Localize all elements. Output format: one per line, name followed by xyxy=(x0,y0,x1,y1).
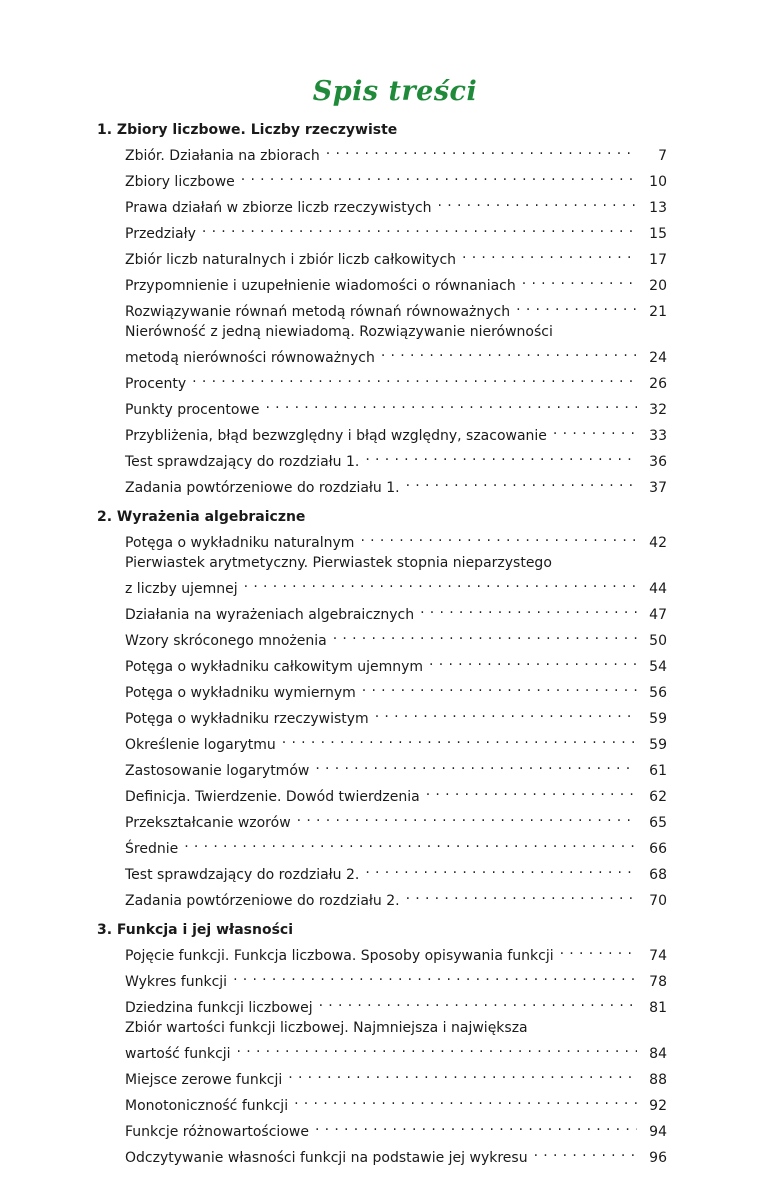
chapter-entries xyxy=(125,527,667,911)
chapter-2 xyxy=(97,507,667,911)
dot-leader xyxy=(319,992,637,1012)
toc-page-number: 68 xyxy=(649,867,667,883)
toc-entry-title: z liczby ujemnej xyxy=(125,581,238,597)
toc-page-number: 47 xyxy=(649,607,667,623)
toc-entry-title: Wzory skróconego mnożenia xyxy=(125,633,327,649)
toc-entry-title: Pojęcie funkcji. Funkcja liczbowa. Sposoby opisywania funkcji xyxy=(125,948,554,964)
toc-page-number: 62 xyxy=(649,789,667,805)
toc-entry[interactable] xyxy=(125,573,667,599)
toc-page-number: 54 xyxy=(649,659,667,675)
dot-leader xyxy=(315,755,637,775)
dot-leader xyxy=(202,218,637,238)
dot-leader xyxy=(406,472,637,492)
toc-entry[interactable] xyxy=(125,677,667,703)
toc-entry[interactable] xyxy=(125,1116,667,1142)
toc-entry[interactable] xyxy=(125,625,667,651)
toc-entry-title: Zbiór liczb naturalnych i zbiór liczb całkowitych xyxy=(125,252,457,268)
toc-entry-title: Przekształcanie wzorów xyxy=(125,815,291,831)
dot-leader xyxy=(362,677,637,697)
dot-leader xyxy=(192,368,637,388)
dot-leader xyxy=(265,394,637,414)
chapter-3 xyxy=(97,920,667,1168)
toc-page-number: 36 xyxy=(649,454,667,470)
toc-entry[interactable] xyxy=(125,446,667,472)
toc-page-number: 44 xyxy=(649,581,667,597)
toc-page-number: 66 xyxy=(649,841,667,857)
toc-entry-title: Przypomnienie i uzupełnienie wiadomości o równaniach xyxy=(125,278,516,294)
dot-leader xyxy=(294,1090,637,1110)
toc-entry-title: Zadania powtórzeniowe do rozdziału 2. xyxy=(125,893,400,909)
chapter-1 xyxy=(97,120,667,498)
toc-entry-title: Dziedzina funkcji liczbowej xyxy=(125,1000,313,1016)
toc-page-number: 59 xyxy=(649,737,667,753)
page-title: Spis treści xyxy=(312,76,478,107)
toc-page-number: 17 xyxy=(649,252,667,268)
toc-entry[interactable] xyxy=(125,342,667,368)
dot-leader xyxy=(288,1064,637,1084)
toc-page-number: 37 xyxy=(649,480,667,496)
toc-entry-title: Przybliżenia, błąd bezwzględny i błąd względny, szacowanie xyxy=(125,428,547,444)
toc-entry-title: Prawa działań w zbiorze liczb rzeczywistych xyxy=(125,200,432,216)
toc-page-number: 24 xyxy=(649,350,667,366)
toc-entry[interactable] xyxy=(125,140,667,166)
toc-entry-title: Definicja. Twierdzenie. Dowód twierdzenia xyxy=(125,789,420,805)
dot-leader xyxy=(315,1116,637,1136)
toc-entry-title: Potęga o wykładniku naturalnym xyxy=(125,535,355,551)
toc-entry[interactable] xyxy=(125,368,667,394)
toc-entry-title: Test sprawdzający do rozdziału 1. xyxy=(125,454,360,470)
toc-page-number: 21 xyxy=(649,304,667,320)
toc-entry-title: Miejsce zerowe funkcji xyxy=(125,1072,283,1088)
toc-entry-title-line[interactable]: Zbiór wartości funkcji liczbowej. Najmniejsza i największa xyxy=(125,1020,528,1036)
dot-leader xyxy=(522,270,637,290)
toc-page-number: 13 xyxy=(649,200,667,216)
toc-page-number: 74 xyxy=(649,948,667,964)
toc-entry-title: Zbiór. Działania na zbiorach xyxy=(125,148,320,164)
dot-leader xyxy=(438,192,637,212)
dot-leader xyxy=(365,859,637,879)
toc-entry-title: Średnie xyxy=(125,841,179,857)
toc-page-number: 42 xyxy=(649,535,667,551)
toc-page-number: 59 xyxy=(649,711,667,727)
toc-entry[interactable] xyxy=(125,833,667,859)
chapter-entries xyxy=(125,940,667,1168)
toc-entry[interactable] xyxy=(125,599,667,625)
toc-entry-title-line[interactable]: Pierwiastek arytmetyczny. Pierwiastek stopnia nieparzystego xyxy=(125,555,552,571)
toc-entry-title: Rozwiązywanie równań metodą równań równoważnych xyxy=(125,304,511,320)
dot-leader xyxy=(333,625,637,645)
toc-entry[interactable] xyxy=(125,940,667,966)
dot-leader xyxy=(184,833,637,853)
table-of-contents xyxy=(97,120,667,1177)
dot-leader xyxy=(406,885,637,905)
toc-page-number: 61 xyxy=(649,763,667,779)
dot-leader xyxy=(297,807,637,827)
toc-entry-title-line[interactable]: Nierówność z jedną niewiadomą. Rozwiązywanie nierówności xyxy=(125,324,553,340)
toc-entry[interactable] xyxy=(125,781,667,807)
toc-entry-title: Określenie logarytmu xyxy=(125,737,276,753)
toc-entry[interactable] xyxy=(125,218,667,244)
toc-entry[interactable] xyxy=(125,527,667,553)
toc-entry[interactable] xyxy=(125,1064,667,1090)
toc-page-number: 78 xyxy=(649,974,667,990)
toc-entry-title: Działania na wyrażeniach algebraicznych xyxy=(125,607,415,623)
toc-entry-title: Punkty procentowe xyxy=(125,402,260,418)
toc-page-number: 65 xyxy=(649,815,667,831)
dot-leader xyxy=(381,342,637,362)
toc-page-number: 20 xyxy=(649,278,667,294)
toc-page-number: 32 xyxy=(649,402,667,418)
toc-page-number: 7 xyxy=(658,148,667,164)
toc-entry-title: Zastosowanie logarytmów xyxy=(125,763,310,779)
toc-entry[interactable] xyxy=(125,394,667,420)
toc-entry[interactable] xyxy=(125,651,667,677)
toc-entry[interactable] xyxy=(125,472,667,498)
toc-entry-title: Odczytywanie własności funkcji na podstawie jej wykresu xyxy=(125,1150,528,1166)
toc-entry-title: Zadania powtórzeniowe do rozdziału 1. xyxy=(125,480,400,496)
toc-page-number: 26 xyxy=(649,376,667,392)
toc-entry[interactable] xyxy=(125,296,667,322)
toc-entry[interactable] xyxy=(125,992,667,1018)
dot-leader xyxy=(244,573,637,593)
toc-page-number: 56 xyxy=(649,685,667,701)
toc-page-number: 88 xyxy=(649,1072,667,1088)
toc-entry-title: Monotoniczność funkcji xyxy=(125,1098,289,1114)
toc-entry[interactable] xyxy=(125,755,667,781)
dot-leader xyxy=(326,140,637,160)
toc-page-number: 94 xyxy=(649,1124,667,1140)
toc-entry-title: Procenty xyxy=(125,376,187,392)
dot-leader xyxy=(375,703,637,723)
dot-leader xyxy=(426,781,637,801)
chapter-title[interactable]: 3. Funkcja i jej własności xyxy=(97,922,294,938)
toc-entry-title: Potęga o wykładniku całkowitym ujemnym xyxy=(125,659,424,675)
toc-entry[interactable] xyxy=(125,1038,667,1064)
dot-leader xyxy=(429,651,637,671)
dot-leader xyxy=(420,599,637,619)
toc-entry-title: Zbiory liczbowe xyxy=(125,174,235,190)
dot-leader xyxy=(534,1142,637,1162)
dot-leader xyxy=(516,296,637,316)
toc-entry[interactable] xyxy=(125,420,667,446)
toc-page-number: 70 xyxy=(649,893,667,909)
dot-leader xyxy=(462,244,637,264)
toc-entry[interactable] xyxy=(125,807,667,833)
toc-entry[interactable] xyxy=(125,244,667,270)
toc-entry[interactable] xyxy=(125,966,667,992)
toc-entry[interactable] xyxy=(125,703,667,729)
dot-leader xyxy=(282,729,637,749)
dot-leader xyxy=(241,166,637,186)
dot-leader xyxy=(560,940,637,960)
toc-entry[interactable] xyxy=(125,166,667,192)
toc-entry-title: Potęga o wykładniku rzeczywistym xyxy=(125,711,369,727)
dot-leader xyxy=(237,1038,637,1058)
toc-entry[interactable] xyxy=(125,1090,667,1116)
toc-page-number: 81 xyxy=(649,1000,667,1016)
dot-leader xyxy=(233,966,637,986)
toc-entry[interactable] xyxy=(125,1142,667,1168)
toc-entry[interactable] xyxy=(125,885,667,911)
toc-entry-title: metodą nierówności równoważnych xyxy=(125,350,375,366)
toc-entry-title: Potęga o wykładniku wymiernym xyxy=(125,685,356,701)
chapter-title[interactable]: 1. Zbiory liczbowe. Liczby rzeczywiste xyxy=(97,122,398,138)
toc-entry[interactable] xyxy=(125,859,667,885)
chapter-title[interactable]: 2. Wyrażenia algebraiczne xyxy=(97,509,306,525)
dot-leader xyxy=(365,446,637,466)
toc-entry-title: Test sprawdzający do rozdziału 2. xyxy=(125,867,360,883)
toc-entry-title: Funkcje różnowartościowe xyxy=(125,1124,309,1140)
toc-page-number: 96 xyxy=(649,1150,667,1166)
dot-leader xyxy=(553,420,637,440)
toc-page-number: 50 xyxy=(649,633,667,649)
toc-entry[interactable] xyxy=(125,192,667,218)
toc-entry[interactable] xyxy=(125,729,667,755)
toc-page-number: 33 xyxy=(649,428,667,444)
toc-page-number: 10 xyxy=(649,174,667,190)
toc-page-number: 92 xyxy=(649,1098,667,1114)
chapter-entries xyxy=(125,140,667,498)
toc-page-number: 84 xyxy=(649,1046,667,1062)
dot-leader xyxy=(360,527,637,547)
toc-entry-title: Wykres funkcji xyxy=(125,974,228,990)
toc-entry[interactable] xyxy=(125,270,667,296)
toc-page-number: 15 xyxy=(649,226,667,242)
toc-entry-title: wartość funkcji xyxy=(125,1046,231,1062)
toc-entry-title: Przedziały xyxy=(125,226,196,242)
